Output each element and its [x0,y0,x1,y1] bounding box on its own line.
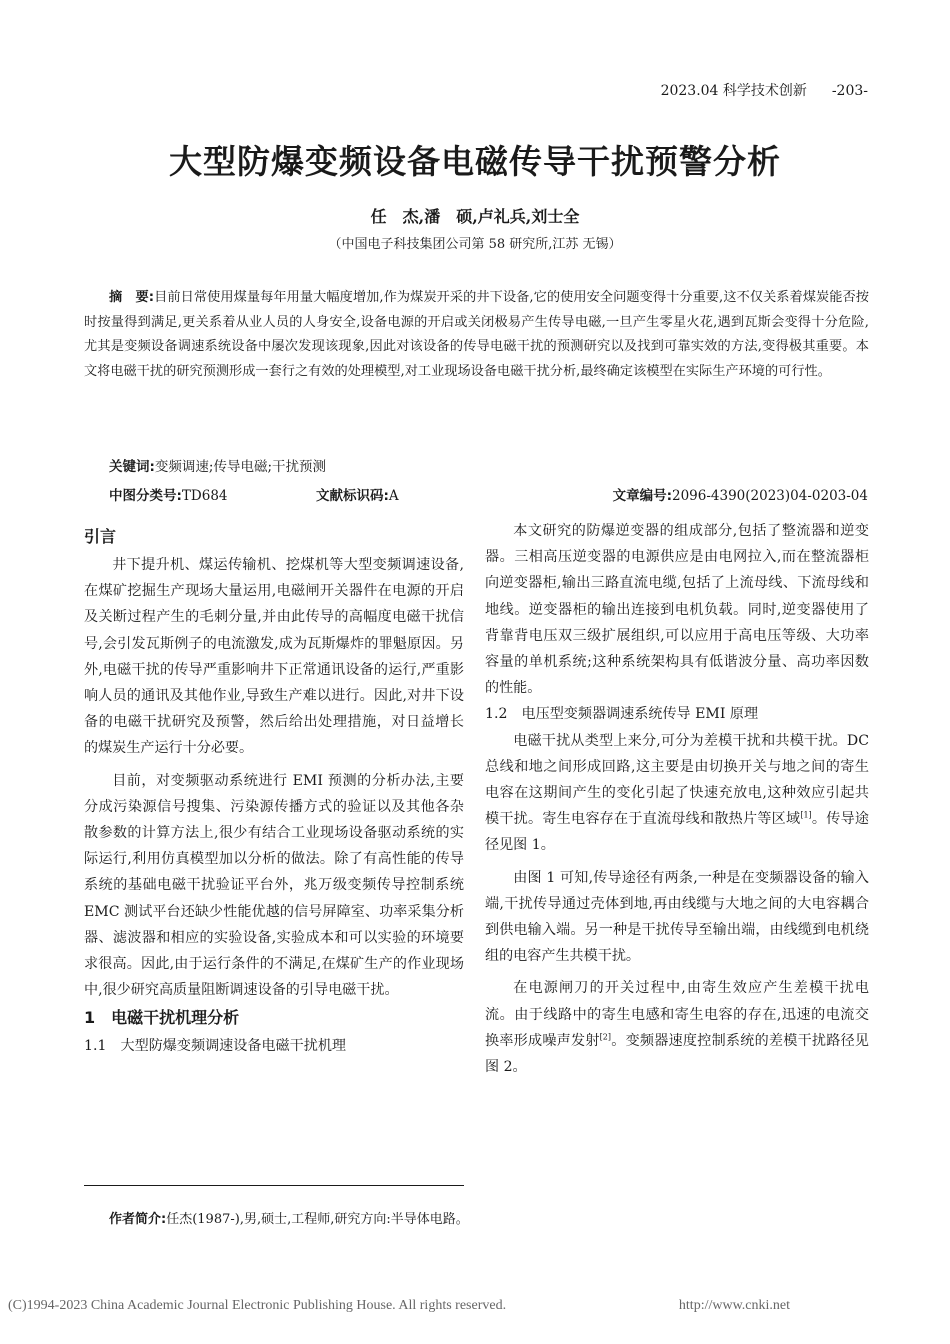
intro-paragraph-1: 井下提升机、煤运传输机、挖煤机等大型变频调速设备,在煤矿挖掘生产现场大量运用,电磁闸开关器件在电源的开启及关断过程产生的毛刺分量,并由此传导的高幅度电磁干扰信号,会引发瓦斯例子的电流激发,成为瓦斯爆炸的罪魁原因。另外,电磁干扰的传导严重影响井下正常通讯设备的运行,严重影响人员的通讯及其他作业,导致生产难以进行。因此,对井下设备的电磁干扰研究及预警，然后给出处理措施，对日益增长的煤炭生产运行十分必要。 [84,557,464,757]
keywords-label: 关键词: [109,459,155,475]
p2-text: 电磁干扰从类型上来分,可分为差模干扰和共模干扰。DC 总线和地之间形成回路,这主要是由切换开关与地之间的寄生电容在这期间产生的变化引起了快速充放电,这种效应引起共模干扰。寄生电容存在于直流母线和散热片等区域 [485,732,869,828]
intro-paragraph-2: 目前，对变频驱动系统进行 EMI 预测的分析办法,主要分成污染源信号搜集、污染源传播方式的验证以及其他各杂散参数的计算方法上,很少有结合工业现场设备驱动系统的实际运行,利用仿真模型加以分析的做法。除了有高性能的传导系统的基础电磁干扰验证平台外，兆万级变频传导控制系统 EMC 测试平台还缺少性能优越的信号屏障室、功率采集分析器、滤波器和相应的实验设备,实验成本和可以实验的环境要求很高。因此,由于运行条件的不满足,在煤矿生产的作业现场中,很少研究高质量阻断调速设备的引导电磁干扰。 [84,772,464,999]
abstract-label: 摘 要: [109,290,155,305]
reference-2[interactable]: [2] [599,1032,612,1042]
cnki-link[interactable]: http://www.cnki.net [678,1298,790,1313]
right-paragraph-4 [485,975,869,1080]
section-1-1-heading: 1.1 大型防爆变频调速设备电磁干扰机理 [84,1038,347,1055]
clc-number [109,484,228,504]
clc-label: 中图分类号: [109,488,182,504]
left-column [84,522,464,1060]
author-bio-footnote [84,1208,469,1227]
doc-code [316,484,399,504]
keywords-text: 变频调速;传导电磁;干扰预测 [154,459,327,475]
article-value: 2096-4390(2023)04-0203-04 [671,488,868,504]
affiliation: （中国电子科技集团公司第 58 研究所,江苏 无锡） [328,237,622,252]
right-paragraph-2 [485,728,869,859]
abstract [84,286,869,384]
keywords [84,455,326,475]
p2-end: 。传导途径见图 1。 [485,811,870,854]
intro-heading: 引言 [84,527,117,546]
article-label: 文章编号: [612,488,672,504]
paper-title: 大型防爆变频设备电磁传导干扰预警分析 [169,142,781,181]
p4-text: 在电源闸刀的开关过程中,由寄生效应产生差模干扰电流。由于线路中的寄生电感和寄生电容的存在,迅速的电流交换率形成噪声发射 [485,980,869,1049]
running-header [661,80,868,100]
copyright-notice: (C)1994-2023 China Academic Journal Electronic Publishing House. All rights reserved. [8,1298,507,1313]
author-list: 任 杰,潘 硕,卢礼兵,刘士全 [370,207,580,226]
doc-label: 文献标识码: [316,488,389,504]
clc-value: TD684 [181,488,228,504]
footnote-label: 作者简介: [109,1212,167,1227]
reference-1[interactable]: [1] [800,810,812,820]
right-paragraph-3: 由图 1 可知,传导途径有两条,一种是在变频器设备的输入端,干扰传导通过壳体到地,再由线缆与大地之间的大电容耦合到供电输入端。另一种是干扰传导至输出端，由线缆到电机绕组的电容产生共模干扰。 [485,869,869,965]
right-column [485,518,869,1080]
right-paragraph-1: 本文研究的防爆逆变器的组成部分,包括了整流器和逆变器。三相高压逆变器的电源供应是由电网拉入,而在整流器柜向逆变器柜,输出三路直流电缆,包括了上流母线、下流母线和地线。逆变器柜的输出连接到电机负载。同时,逆变器使用了背靠背电压双三级扩展组织,可以应用于高电压等级、大功率容量的单机系统;这种系统架构具有低谐波分量、高功率因数的性能。 [485,523,869,697]
footnote-divider [84,1185,464,1186]
p4-end: 。变频器速度控制系统的差模干扰路径见图 2。 [485,1032,870,1076]
page-number: -203- [831,83,868,99]
article-number [613,484,868,504]
footnote-text: 任杰(1987-),男,硕士,工程师,研究方向:半导体电路。 [166,1212,469,1227]
section-1-heading: 1 电磁干扰机理分析 [84,1008,240,1028]
abstract-text: 目前日常使用煤量每年用量大幅度增加,作为煤炭开采的井下设备,它的使用安全问题变得十分重要,这不仅关系着煤炭能否按时按量得到满足,更关系着从业人员的人身安全,设备电源的开启或关闭极易产生传导电磁,一旦产生零星火花,遇到瓦斯会变得十分危险,尤其是变频设备调速系统设备中屡次发现该现象,因此对该设备的传导电磁干扰的预测研究以及找到可靠实效的方法,变得极其重要。本文将电磁干扰的研究预测形成一套行之有效的处理模型,对工业现场设备电磁干扰分析,最终确定该模型在实际生产环境的可行性。 [84,290,869,379]
section-1-2-heading: 1.2 电压型变频器调速系统传导 EMI 原理 [485,706,759,723]
journal-issue: 2023.04 科学技术创新 [660,83,807,99]
doc-value: A [388,488,399,504]
